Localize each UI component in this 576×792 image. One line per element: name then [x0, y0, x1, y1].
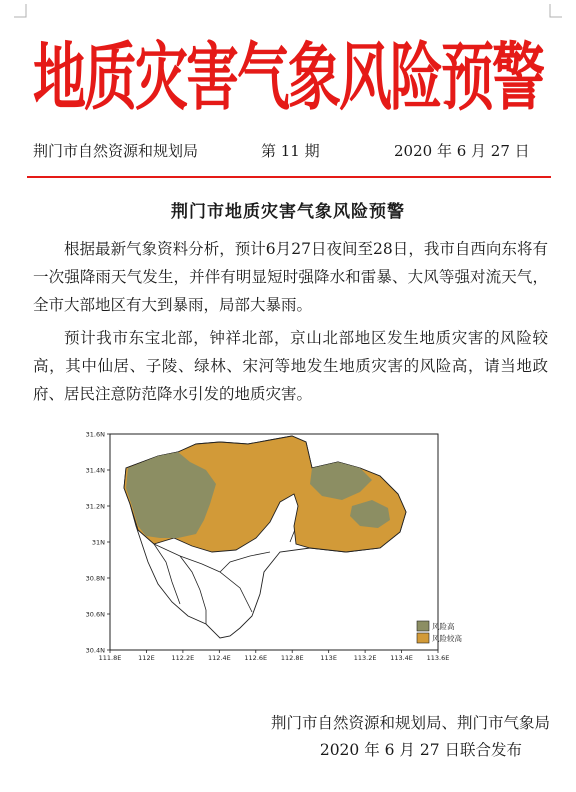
y-tick-label: 30.4N	[85, 646, 105, 655]
legend-label: 风险高	[432, 622, 455, 631]
y-tick-label: 31.6N	[85, 430, 105, 439]
y-axis-ticks	[86, 431, 110, 655]
legend-label: 风险较高	[432, 634, 462, 643]
red-divider	[27, 176, 551, 178]
risk-map	[80, 422, 480, 670]
x-tick-label: 111.8E	[98, 654, 122, 662]
x-tick-label: 112.6E	[244, 654, 268, 662]
y-tick-label: 31.4N	[85, 466, 105, 475]
body-paragraph-risk: 预计我市东宝北部，钟祥北部，京山北部地区发生地质灾害的风险较高，其中仙居、子陵、绿林、宋河等地发生地质灾害的风险高，请当地政府、居民注意防范降水引发的地质灾害。	[33, 329, 548, 403]
legend-swatch	[417, 621, 429, 631]
issue-date: 2020 年 6 月 27 日	[394, 142, 530, 160]
x-tick-label: 113.6E	[426, 654, 450, 662]
issuer-name: 荆门市自然资源和规划局	[33, 142, 199, 160]
x-tick-label: 113.2E	[353, 654, 377, 662]
x-tick-label: 112.8E	[280, 654, 304, 662]
joint-issuers: 荆门市自然资源和规划局、荆门市气象局	[270, 714, 550, 732]
document-title: 荆门市地质灾害气象风险预警	[171, 202, 405, 222]
legend-swatch	[417, 633, 429, 643]
x-tick-label: 112E	[138, 654, 155, 662]
x-tick-label: 113.4E	[390, 654, 413, 662]
x-tick-label: 112.4E	[207, 654, 231, 662]
y-tick-label: 31N	[91, 538, 105, 547]
bulletin-masthead-title: 地质灾害气象风险预警	[33, 36, 543, 121]
y-tick-label: 31.2N	[85, 502, 105, 511]
release-date: 2020 年 6 月 27 日联合发布	[319, 741, 522, 759]
issue-number: 第 11 期	[261, 142, 320, 160]
x-tick-label: 112.2E	[171, 654, 195, 662]
x-tick-label: 113E	[320, 654, 337, 662]
page-corner-marks	[0, 0, 576, 24]
y-tick-label: 30.8N	[85, 574, 105, 583]
body-paragraph-forecast: 根据最新气象资料分析，预计6月27日夜间至28日，我市自西向东将有一次强降雨天气发生，并伴有明显短时强降水和雷暴、大风等强对流天气，全市大部地区有大到暴雨，局部大暴雨。	[33, 240, 548, 314]
x-axis-ticks	[99, 650, 450, 662]
y-tick-label: 30.6N	[85, 610, 105, 619]
